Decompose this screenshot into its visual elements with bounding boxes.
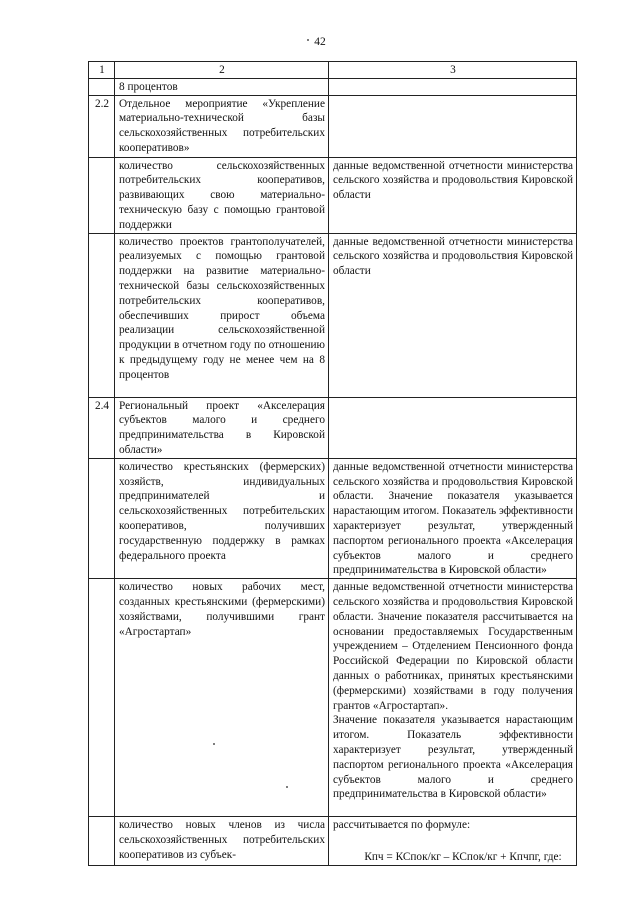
scan-speck [213,743,215,745]
row-number [89,458,115,578]
header-col-1: 1 [89,62,115,79]
table-row [89,78,577,95]
header-col-2: 2 [115,62,329,79]
indicator-cell: количество проектов грантополучателей, реализуемых с помощью грантовой поддержки на развитие материально-технической базы сельскохозяйственных потребительских кооперативов, обеспечивших прирост объема реализации сельскохозяйственной продукции в отчетном году по отношению к предыдущему году не менее чем на 8 процентов [115,233,329,397]
row-number [89,157,115,233]
row-number [89,817,115,866]
source-cell: данные ведомственной отчетности министерства сельского хозяйства и продовольствия Кировской области. Значение показателя указывается нарастающим итогом. Показатель эффективности характеризует результат, утвержденный паспортом регионального проекта «Акселерация субъектов малого и среднего предпринимательства в Кировской области» [329,458,577,578]
table-row [89,157,577,233]
table-row [89,458,577,578]
table-row [89,95,577,157]
table-row [89,579,577,817]
scan-speck [307,39,309,41]
table-row [89,817,577,866]
header-col-3: 3 [329,62,577,79]
indicator-cell: количество новых членов из числа сельскохозяйственных потребительских кооперативов из субъек- [115,817,329,866]
source-text: данные ведомственной отчетности министерства сельского хозяйства и продовольствия Кировской области. Значение показателя рассчитывается на основании предоставляемых Государственным учреждением – Отделением Пенсионного фонда Российской Федерации по Кировской области данных о работниках, принятых крестьянскими (фермерскими) хозяйствами в году получения грантов «Агростартап». [333,581,573,712]
indicator-cell: количество крестьянских (фермерских) хозяйств, индивидуальных предпринимателей и сельскохозяйственных потребительских кооперативов, получивших государственную поддержку в рамках федерального проекта [115,458,329,578]
formula: Кпч = КСпок/кг – КСпок/кг + Кпчпг, где: [364,850,562,863]
row-number: 2.4 [89,397,115,458]
source-cell [329,397,577,458]
row-number [89,233,115,397]
indicator-cell: 8 процентов [115,78,329,95]
indicator-cell: количество сельскохозяйственных потребительских кооперативов, развивающих свою материально-техническую базу с помощью грантовой поддержки [115,157,329,233]
table-row [89,233,577,397]
activity-cell: Отдельное мероприятие «Укрепление материально-технической базы сельскохозяйственных потребительских кооперативов» [115,95,329,157]
source-cell [329,579,577,817]
source-cell [329,95,577,157]
scan-speck [286,786,288,788]
source-cell: данные ведомственной отчетности министерства сельского хозяйства и продовольствия Кировской области [329,157,577,233]
page-number: 42 [314,36,326,48]
formula-intro: рассчитывается по формуле: [333,819,471,832]
table-header-row [89,62,577,79]
source-text-continued: Значение показателя указывается нарастающим итогом. Показатель эффективности характеризует результат, утвержденный паспортом регионального проекта «Акселерация субъектов малого и среднего предпринимательства в Кировской области» [333,714,573,801]
row-number [89,78,115,95]
source-cell: данные ведомственной отчетности министерства сельского хозяйства и продовольствия Кировской области [329,233,577,397]
row-number [89,579,115,817]
table-row [89,397,577,458]
indicator-cell: количество новых рабочих мест, созданных крестьянскими (фермерскими) хозяйствами, получившими грант «Агростартап» [115,579,329,817]
source-cell [329,817,577,866]
activity-cell: Региональный проект «Акселерация субъектов малого и среднего предпринимательства в Кировской области» [115,397,329,458]
source-cell [329,78,577,95]
indicator-table [88,61,577,866]
row-number: 2.2 [89,95,115,157]
